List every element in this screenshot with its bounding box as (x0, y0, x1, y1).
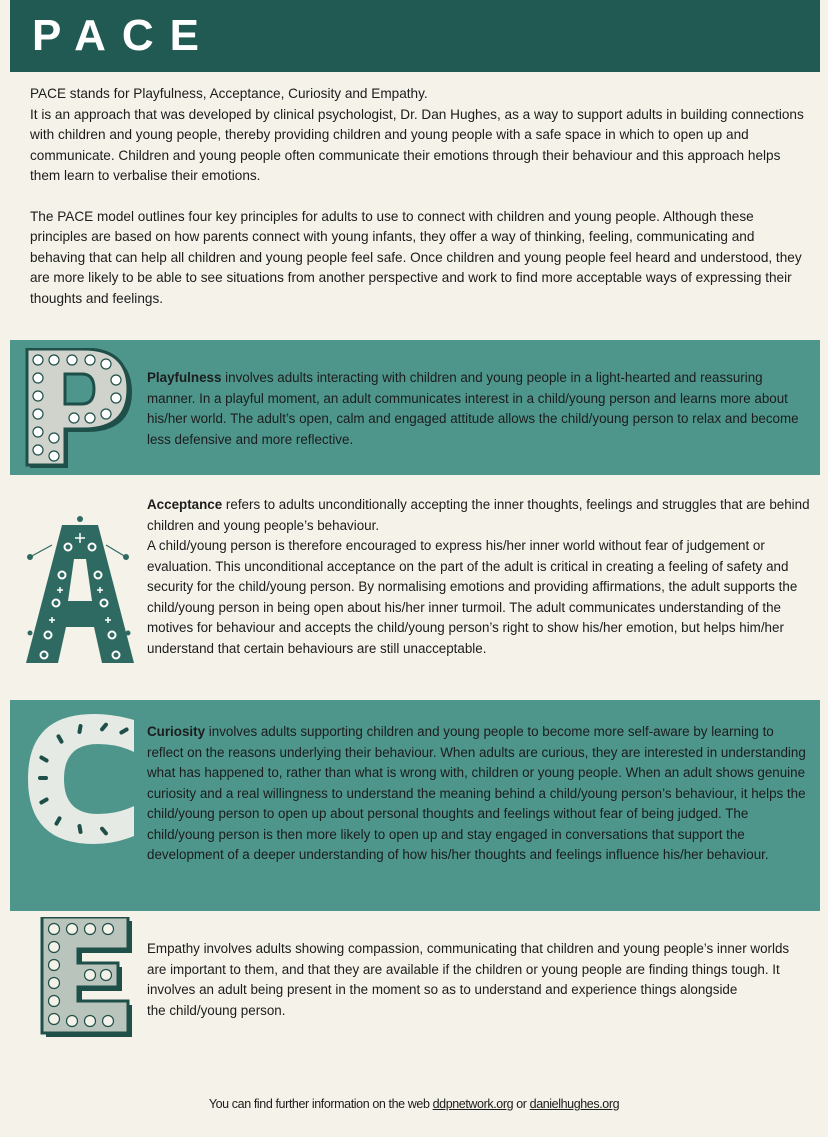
intro-paragraph: It is an approach that was developed by clinical psychologist, Dr. Dan Hughes, as a way to support adults in building connections with children and young people, thereby providing children and young people with a safe space in which to open up and communicate. Children and young people often communicate their emotions through their behaviour and this approach helps them learn to verbalise their emotions. (30, 106, 804, 183)
letter-c-icon (22, 712, 146, 846)
letter-p-icon (24, 348, 136, 472)
acceptance-section (10, 475, 820, 700)
acceptance-body-continued: A child/young person is therefore encouraged to express his/her inner world without fear of judgement or evaluation. This unconditional acceptance on the part of the adult is critical in creating a feeling of safety and security for the child/young person. By normalising emotions and providing affirmations, the adult supports the child/young person in being open about his/her inner turmoil. The adult communicates understanding of the motives for behaviour and accepts the child/young person’s right to show his/her emotion, but helps him/her understand that certain behaviours are still unacceptable. (147, 538, 798, 656)
intro-paragraph: The PACE model outlines four key principles for adults to use to connect with children and young people. Although these principles are based on how parents connect with young infants, they offer a way of thinking, feeling, communicating and behaving that can help all children and young people feel safe. Once children and young people feel heard and understood, they are more likely to be able to see situations from another perspective and work to find more acceptable ways of expressing their thoughts and feelings. (30, 208, 802, 306)
page-title: PACE (32, 11, 215, 60)
danielhughes-link[interactable]: danielhughes.org (529, 1097, 620, 1111)
acceptance-body: refers to adults unconditionally accepting the inner thoughts, feelings and struggles that are behind children and young people’s behaviour. (147, 497, 810, 533)
empathy-text (147, 939, 812, 1021)
letter-e-icon (40, 917, 136, 1041)
letter-a-icon (22, 515, 138, 665)
playfulness-term: Playfulness (147, 370, 222, 385)
playfulness-text (147, 368, 812, 450)
ddpnetwork-link[interactable]: ddpnetwork.org (432, 1097, 514, 1111)
empathy-body: Empathy involves adults showing compassion, communicating that children and young people’s inner worlds are important to them, and that they are available if the children or young people are finding things tough. It involves an adult being present in the moment so as to understand and experience things alongside (147, 941, 790, 997)
curiosity-term: Curiosity (147, 724, 206, 739)
playfulness-body: involves adults interacting with children and young people in a light-hearted and reassuring manner. In a playful moment, an adult communicates interest in a child/young person and learns more about his/her world. The adult’s open, calm and engaged attitude allows the child/young person to relax and become less defensive and more reflective. (147, 370, 799, 447)
footer-separator: or (513, 1097, 530, 1111)
intro-paragraph: PACE stands for Playfulness, Acceptance, Curiosity and Empathy. (30, 86, 428, 101)
curiosity-body: involves adults supporting children and young people to become more self-aware by learning to reflect on the reasons underlying their behaviour. When adults are curious, they are interested in understanding what has happened to, rather than what is wrong with, children or young people. When an adult shows genuine curiosity and a real willingness to understand the meaning behind a child/young person’s behaviour, it helps the child/young person to open up about personal thoughts and feelings without fear of being judged. The child/young person is then more likely to open up and stay engaged in conversations that support the development of a deeper understanding of how his/her thoughts and feelings influence his/her behaviour. (147, 724, 806, 862)
footer-text: You can find further information on the web (208, 1097, 433, 1111)
playfulness-section (10, 340, 820, 475)
acceptance-text (147, 495, 812, 659)
acceptance-term: Acceptance (147, 497, 223, 512)
empathy-body-continued: the child/young person. (147, 1002, 286, 1018)
empathy-section (10, 911, 820, 1061)
page-header (10, 0, 820, 72)
footer (0, 1097, 828, 1111)
curiosity-section (10, 700, 820, 911)
curiosity-text (147, 722, 812, 866)
intro-section (30, 84, 806, 309)
